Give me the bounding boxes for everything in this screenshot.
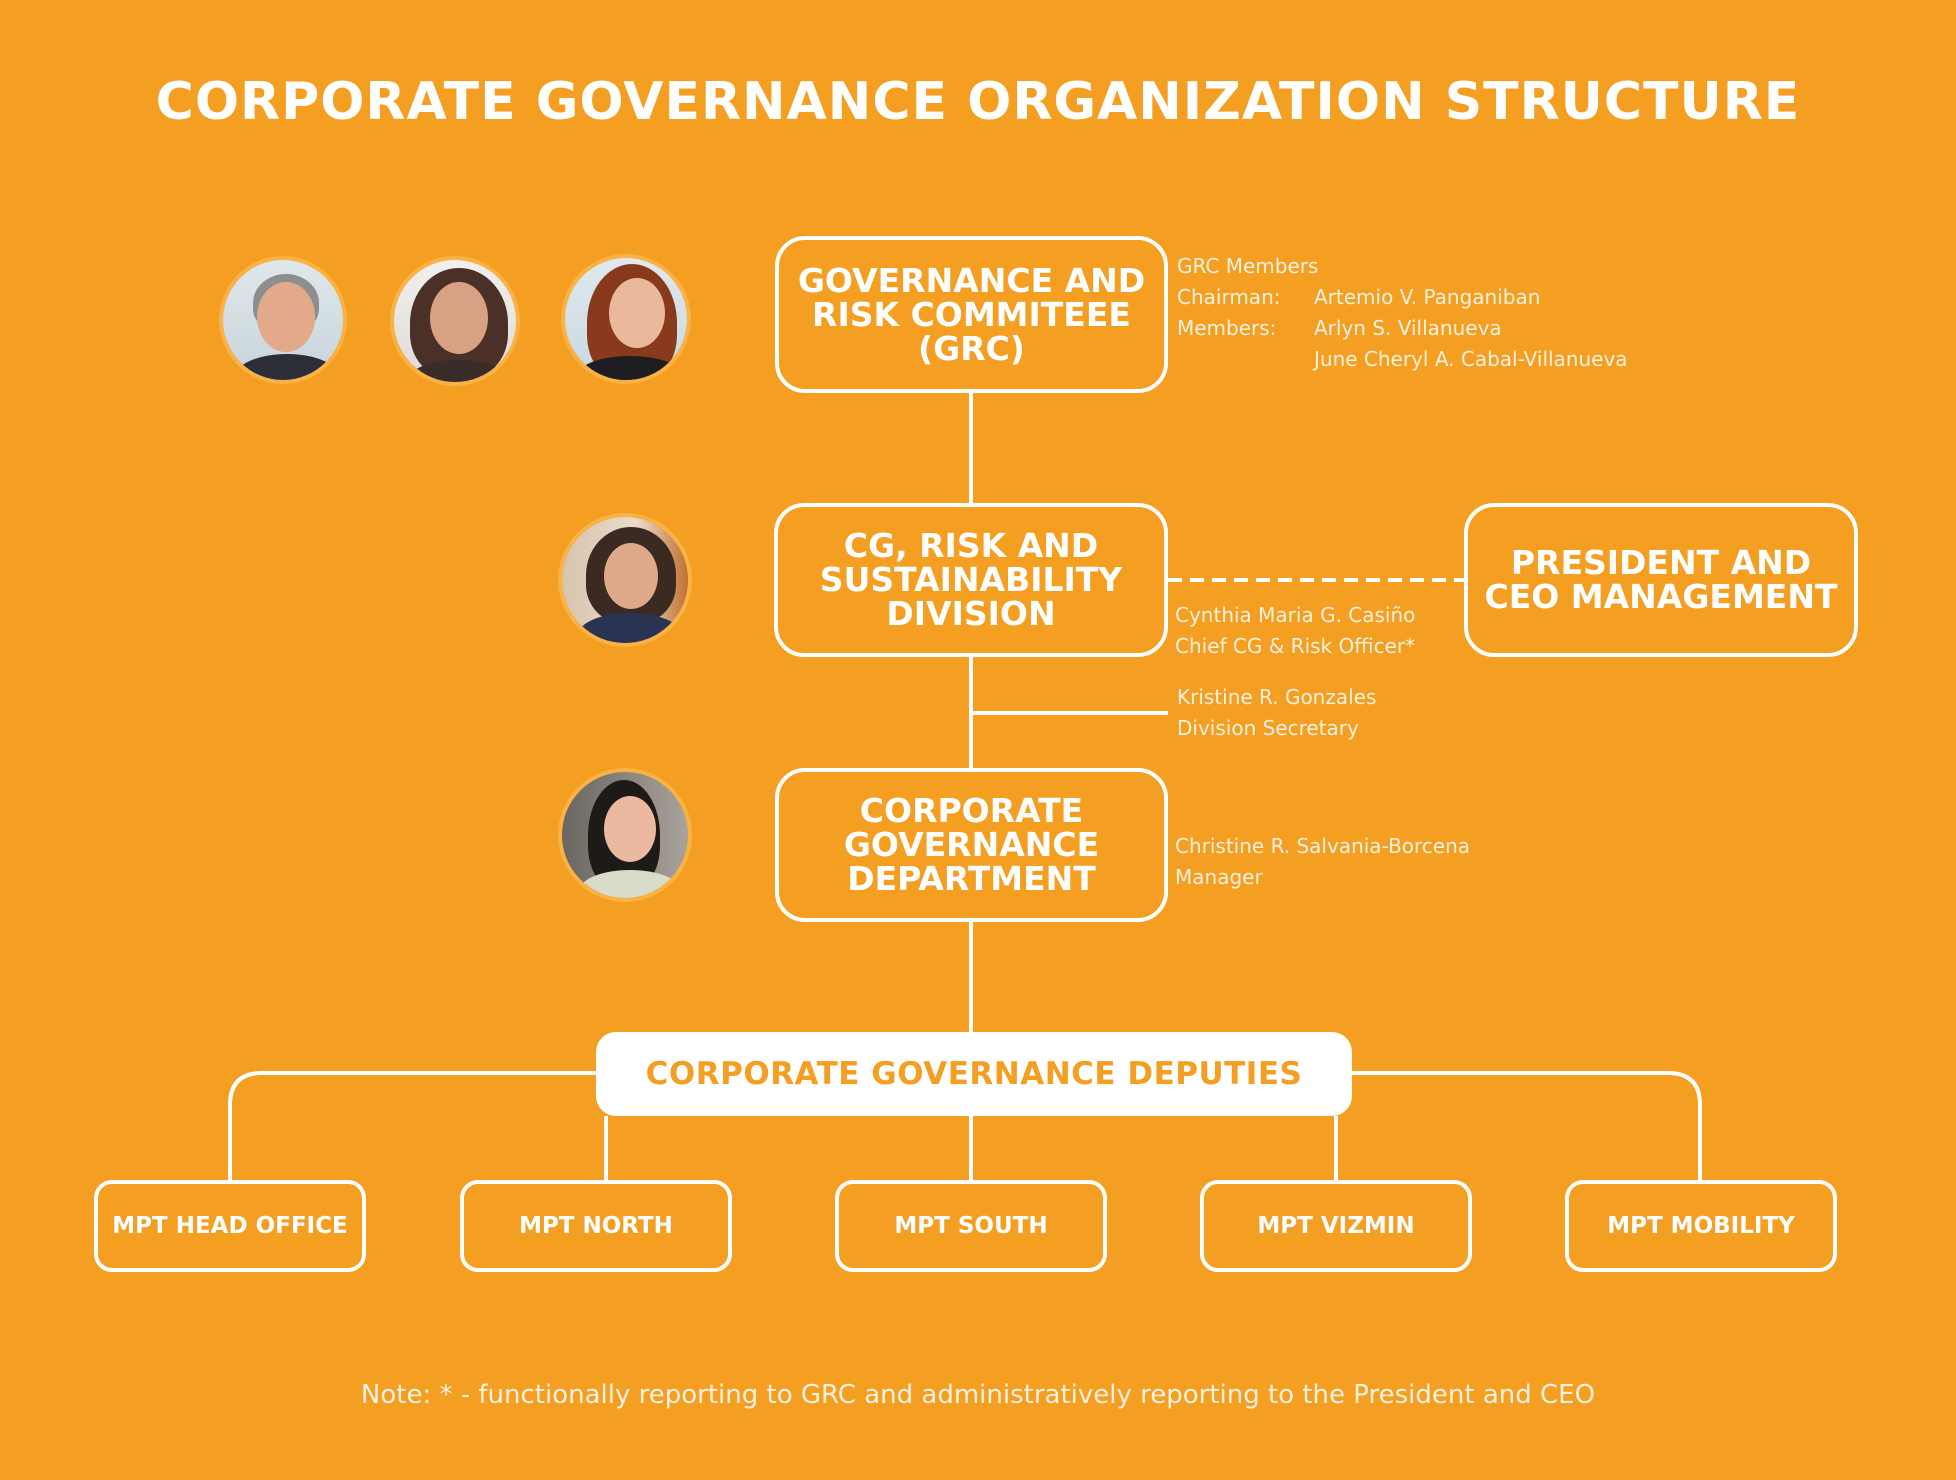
deputies-box[interactable]: CORPORATE GOVERNANCE DEPUTIES [596,1032,1352,1116]
department-label-line-3: DEPARTMENT [847,859,1096,898]
department-head-info [1175,831,1470,893]
department-label-line-2: GOVERNANCE [843,825,1100,864]
unit-vizmin[interactable]: MPT VIZMIN [1200,1180,1472,1272]
president-box[interactable] [1464,503,1858,657]
photo-grc-chairman [219,256,347,384]
grc-label-line-1: GOVERNANCE AND [797,260,1146,300]
division-label-line-2: SUSTAINABILITY [819,560,1123,599]
chairman-name: Artemio V. Panganiban [1314,285,1541,309]
division-label-line-1: CG, RISK AND [843,526,1099,565]
division-head-name: Cynthia Maria G. Casiño [1175,603,1416,627]
unit-north[interactable]: MPT NORTH [460,1180,732,1272]
photo-grc-member-1 [390,256,520,386]
department-label-line-1: CORPORATE [859,791,1084,830]
division-box[interactable] [774,503,1168,657]
unit-south[interactable]: MPT SOUTH [835,1180,1107,1272]
connector-mobility [1352,1073,1700,1180]
photo-division-head [558,513,692,647]
secretary-name: Kristine R. Gonzales [1177,685,1377,709]
division-secretary-info [1177,682,1376,744]
grc-label-line-3: (GRC) [918,328,1025,368]
division-head-info [1175,600,1415,662]
grc-members-info [1177,251,1628,375]
department-box[interactable] [775,768,1168,922]
department-head-title: Manager [1175,865,1263,889]
chairman-label: Chairman: [1177,285,1281,309]
footnote: Note: * - functionally reporting to GRC and administratively reporting to the President and CEO [360,1380,1596,1410]
grc-box[interactable] [775,236,1168,393]
unit-head-office[interactable]: MPT HEAD OFFICE [94,1180,366,1272]
division-label-line-3: DIVISION [886,594,1056,633]
division-head-title: Chief CG & Risk Officer* [1175,634,1416,658]
members-label: Members: [1177,316,1277,340]
page-title: CORPORATE GOVERNANCE ORGANIZATION STRUCTURE [155,72,1801,132]
president-label-line-2: CEO MANAGEMENT [1484,577,1838,616]
secretary-title: Division Secretary [1177,716,1359,740]
grc-label-line-2: RISK COMMITEEE [812,294,1131,334]
president-label-line-1: PRESIDENT AND [1510,543,1812,582]
photo-grc-member-2 [561,254,691,384]
department-head-name: Christine R. Salvania-Borcena [1175,834,1471,858]
connector-head-office [230,1073,596,1180]
photo-department-head [558,768,692,902]
member-name: Arlyn S. Villanueva [1314,316,1502,340]
unit-mobility[interactable]: MPT MOBILITY [1565,1180,1837,1272]
grc-members-heading: GRC Members [1177,254,1319,278]
member-name: June Cheryl A. Cabal-Villanueva [1314,347,1628,371]
